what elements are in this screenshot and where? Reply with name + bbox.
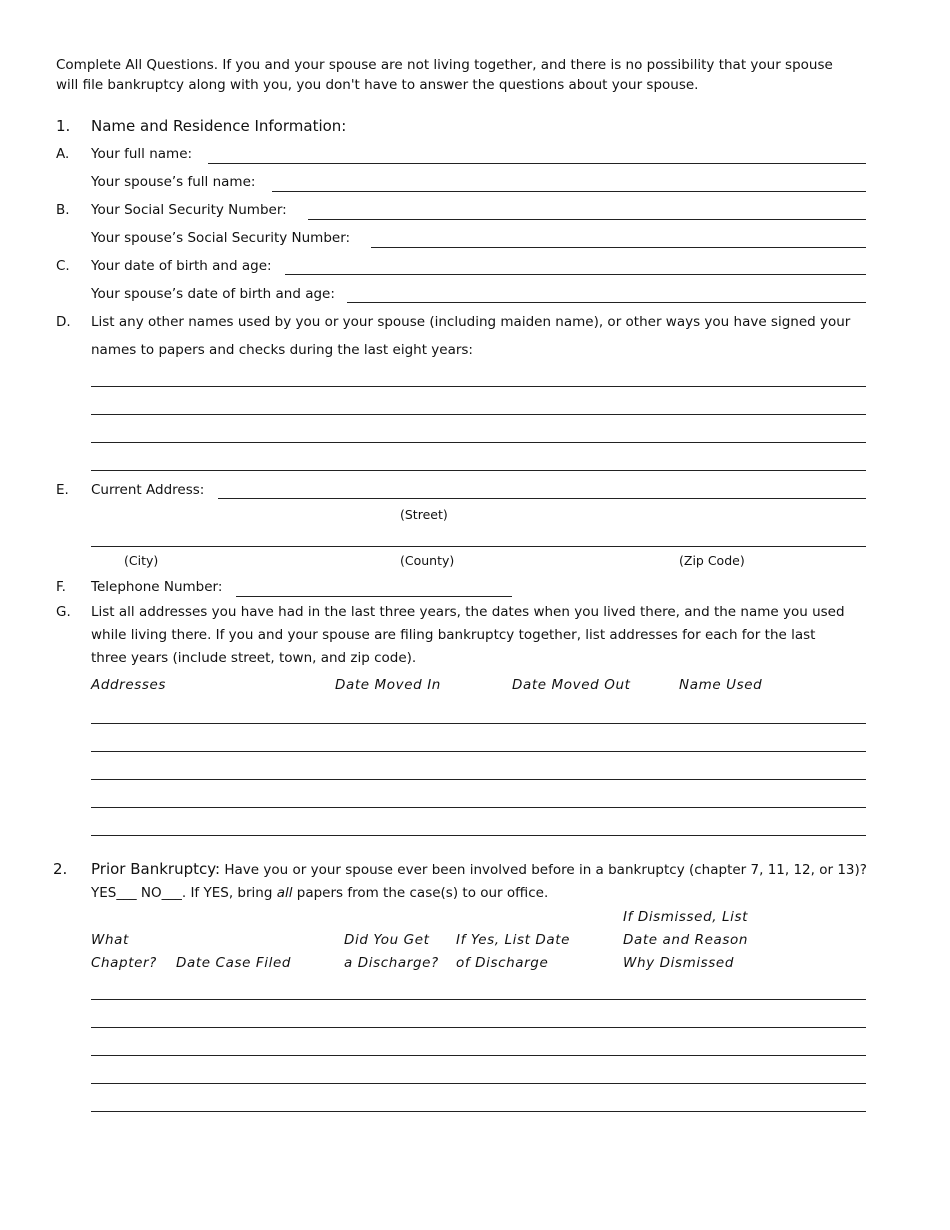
other-names-line-1: List any other names used by you or your spouse (including maiden name), or other ways you have signed your (91, 314, 851, 330)
col-date-moved-in: Date Moved In (335, 677, 441, 693)
yes-no-line (91, 885, 548, 901)
address-history-input-1[interactable] (93, 705, 863, 721)
address-history-line (91, 723, 866, 724)
col-discharge-2: a Discharge? (344, 955, 439, 971)
dob-label: Your date of birth and age: (91, 258, 272, 274)
bankruptcy-row-line (91, 1027, 866, 1028)
section-2-title: Prior Bankruptcy: (91, 860, 221, 878)
address-history-line (91, 751, 866, 752)
address-history-input-3[interactable] (93, 761, 863, 777)
street-line (218, 498, 866, 499)
spouse-ssn-label: Your spouse’s Social Security Number: (91, 230, 351, 246)
item-b-letter: B. (56, 202, 70, 218)
yes-no-text: YES___ NO___. If YES, bring (91, 885, 277, 901)
bankruptcy-row-input-3[interactable] (93, 1037, 863, 1053)
bankruptcy-row-input-5[interactable] (93, 1093, 863, 1109)
ssn-input[interactable] (310, 202, 864, 218)
other-names-input-2[interactable] (93, 396, 863, 412)
spouse-ssn-line (371, 247, 866, 248)
address-history-line (91, 835, 866, 836)
street-caption: (Street) (400, 507, 448, 522)
other-names-input-4[interactable] (93, 452, 863, 468)
bankruptcy-row-line (91, 1111, 866, 1112)
spouse-dob-line (347, 302, 866, 303)
item-e-letter: E. (56, 482, 69, 498)
city-county-zip-line (91, 546, 866, 547)
spouse-full-name-line (272, 191, 866, 192)
section-2-number: 2. (53, 860, 68, 878)
col-discharge-1: Did You Get (344, 932, 430, 948)
city-caption: (City) (124, 553, 159, 568)
other-names-line (91, 386, 866, 387)
spouse-dob-label: Your spouse’s date of birth and age: (91, 286, 335, 302)
telephone-input[interactable] (238, 579, 510, 595)
spouse-dob-input[interactable] (349, 286, 864, 302)
current-address-label: Current Address: (91, 482, 205, 498)
prior-bankruptcy-question (91, 861, 867, 878)
col-dismissed-3: Why Dismissed (623, 955, 735, 971)
full-name-input[interactable] (210, 146, 865, 162)
col-dismissed-2: Date and Reason (623, 932, 749, 948)
col-what-chapter-2: Chapter? (91, 955, 157, 971)
bankruptcy-row-input-1[interactable] (93, 982, 863, 998)
other-names-input-3[interactable] (93, 424, 863, 440)
section-1-title: Name and Residence Information: (91, 117, 347, 135)
bring-papers-text: papers from the case(s) to our office. (292, 885, 549, 901)
addresses-instr-line-2: while living there. If you and your spouse are filing bankruptcy together, list addresses for each for the last (91, 627, 816, 643)
spouse-full-name-input[interactable] (274, 174, 864, 190)
other-names-line (91, 414, 866, 415)
address-history-line (91, 807, 866, 808)
spouse-ssn-input[interactable] (373, 230, 864, 246)
col-what-chapter-1: What (91, 932, 129, 948)
section-1-number: 1. (56, 117, 71, 135)
col-addresses: Addresses (91, 677, 167, 693)
col-date-case-filed: Date Case Filed (176, 955, 292, 971)
zip-caption: (Zip Code) (679, 553, 745, 568)
address-history-line (91, 779, 866, 780)
col-discharge-date-1: If Yes, List Date (456, 932, 571, 948)
item-f-letter: F. (56, 579, 66, 595)
col-discharge-date-2: of Discharge (456, 955, 549, 971)
ssn-label: Your Social Security Number: (91, 202, 287, 218)
address-history-input-5[interactable] (93, 817, 863, 833)
telephone-line (236, 596, 512, 597)
item-c-letter: C. (56, 258, 70, 274)
item-a-letter: A. (56, 146, 70, 162)
full-name-label: Your full name: (91, 146, 193, 162)
addresses-instr-line-3: three years (include street, town, and zip code). (91, 650, 417, 666)
telephone-label: Telephone Number: (91, 579, 223, 595)
other-names-line-2: names to papers and checks during the last eight years: (91, 342, 473, 358)
county-caption: (County) (400, 553, 455, 568)
intro-line-2: will file bankruptcy along with you, you don't have to answer the questions about your spouse. (56, 77, 699, 93)
all-emphasis: all (276, 885, 293, 901)
address-history-input-2[interactable] (93, 733, 863, 749)
city-county-zip-input[interactable] (93, 529, 863, 545)
prior-bankruptcy-question-text: Have you or your spouse ever been involved before in a bankruptcy (chapter 7, 11, 12, or 13)? (224, 862, 867, 878)
address-history-input-4[interactable] (93, 789, 863, 805)
intro-line-1: Complete All Questions. If you and your spouse are not living together, and there is no possibility that your spouse (56, 57, 833, 73)
spouse-full-name-label: Your spouse’s full name: (91, 174, 256, 190)
item-g-letter: G. (56, 604, 71, 620)
street-input[interactable] (220, 481, 864, 497)
dob-line (285, 274, 866, 275)
dob-input[interactable] (287, 258, 864, 274)
full-name-line (208, 163, 866, 164)
col-dismissed-1: If Dismissed, List (623, 909, 749, 925)
ssn-line (308, 219, 866, 220)
other-names-input-1[interactable] (93, 368, 863, 384)
item-d-letter: D. (56, 314, 71, 330)
other-names-line (91, 442, 866, 443)
bankruptcy-row-line (91, 999, 866, 1000)
col-date-moved-out: Date Moved Out (512, 677, 631, 693)
addresses-instr-line-1: List all addresses you have had in the last three years, the dates when you lived there, and the name you used (91, 604, 845, 620)
bankruptcy-row-input-2[interactable] (93, 1009, 863, 1025)
bankruptcy-row-line (91, 1083, 866, 1084)
other-names-line (91, 470, 866, 471)
col-name-used: Name Used (679, 677, 763, 693)
bankruptcy-row-line (91, 1055, 866, 1056)
bankruptcy-row-input-4[interactable] (93, 1065, 863, 1081)
